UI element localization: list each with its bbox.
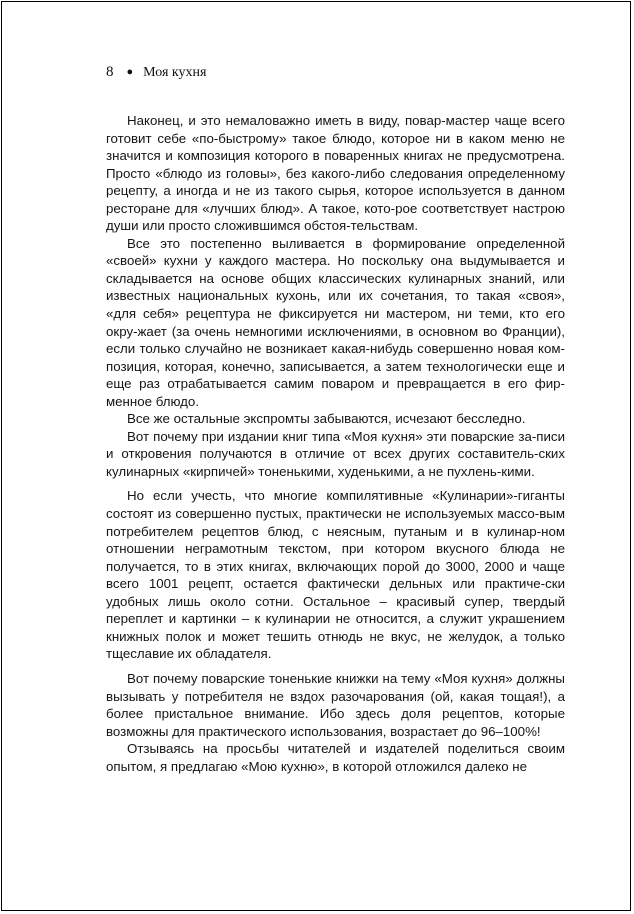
paragraph-1: Наконец, и это немаловажно иметь в виду, повар-мастер чаще всего готовит себе «по-быстрому» такое блюдо, которое ни в каком меню не значится и композиция которого в поваренных книгах не предусмотрена. Просто «блюдо из головы», без какого-либо следования определенному рецепту, а иногда и не из такого сырья, которое используется в данном ресторане для «лучших блюд». А такое, кото-рое соответствует настрою души или просто сложившимся обстоя-тельствам. — [106, 113, 565, 234]
paragraph-7: Отзываясь на просьбы читателей и издателей поделиться своим опытом, я предлагаю «Мою кухню», в которой отложился далеко не — [106, 741, 565, 774]
paragraph-2: Все это постепенно выливается в формирование определенной «своей» кухни у каждого мастера. Но поскольку она выдумывается и складывается на основе общих классических кулинарных знаний, или известных национальных кухонь, или их сочетания, то такая «своя», «для себя» рецептура не фиксируется ни мастером, ни теми, кто его окру-жает (за очень немногими исключениями, в основном во Франции), если только случайно не возникает какая-нибудь совершенно новая ком-позиция, которая, конечно, записывается, а затем технологически еще и еще раз отрабатывается самим поваром и превращается в его фир-менное блюдо. — [106, 235, 565, 409]
bullet-icon: ● — [126, 65, 134, 78]
paragraph-6: Вот почему поварские тоненькие книжки на тему «Моя кухня» должны вызывать у потребителя не вздох разочарования (ой, какая тощая!), а более пристальное внимание. Ибо здесь доля рецептов, которые возможны для практического использования, возрастает до 96–100%! — [106, 670, 565, 739]
page-header — [106, 64, 206, 81]
body-text — [106, 112, 565, 775]
paragraph-5: Но если учесть, что многие компилятивные «Кулинарии»-гиганты состоят из совершенно пустых, практически не используемых массо-вым потребителем рецептов блюд, с неясным, путаным и в кулинар-ном отношении неграмотным текстом, при котором вкусного блюда не получается, то в этих книгах, включающих порой до 3000, 2000 и чаще всего 1001 рецепт, остается фактически дельных или практиче-ски удобных лишь около сотни. Остальное – красивый супер, твердый переплет и картинки – к кулинарии не относится, а служит украшением книжных полок и может тешить отнюдь не вкус, не желудок, а только тщеславие их обладателя. — [106, 488, 565, 662]
paragraph-3: Все же остальные экспромты забываются, исчезают бесследно. — [127, 411, 526, 427]
running-title: Моя кухня — [143, 64, 207, 80]
paragraph-4: Вот почему при издании книг типа «Моя кухня» эти поварские за-писи и откровения получаются в отличие от всех других составитель-ских кулинарных «кирпичей» тоненькими, худенькими, а не пухлень-кими. — [106, 428, 565, 479]
page-number: 8 — [106, 64, 114, 80]
book-page — [1, 1, 631, 911]
